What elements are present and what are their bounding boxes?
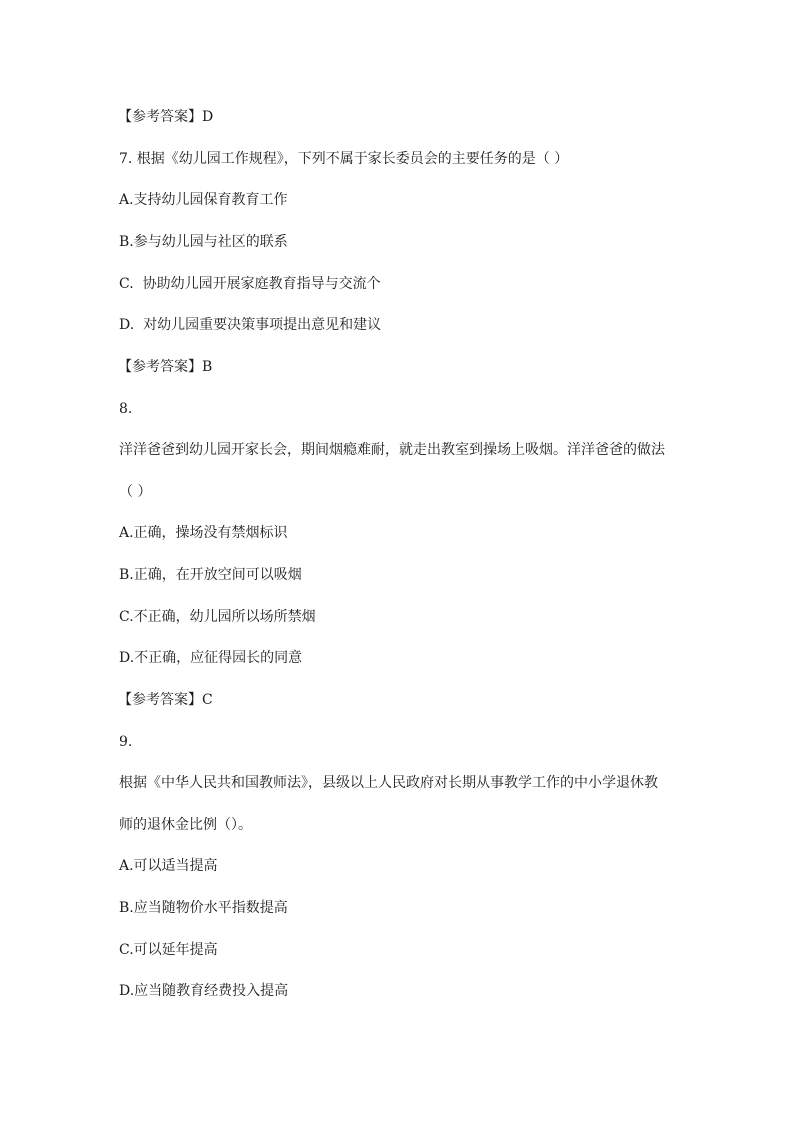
q7-option-a: A.支持幼儿园保育教育工作 — [119, 192, 288, 208]
q7-option-d: D. 对幼儿园重要决策事项提出意见和建议 — [119, 317, 382, 333]
q9-option-d: D.应当随教育经费投入提高 — [119, 983, 289, 999]
q9-option-c: C.可以延年提高 — [119, 942, 218, 958]
q9-option-a: A.可以适当提高 — [119, 858, 218, 874]
answer-line-q6: 【参考答案】D — [118, 109, 214, 125]
answer-line-q7: 【参考答案】B — [118, 359, 213, 375]
question-9-stem-line1: 根据《中华人民共和国教师法》，县级以上人民政府对长期从事教学工作的中小学退休教 — [119, 775, 658, 791]
question-7-stem: 7. 根据《幼儿园工作规程》，下列不属于家长委员会的主要任务的是（ ） — [119, 151, 569, 167]
question-9-stem-line2: 师的退休金比例（）。 — [119, 817, 252, 833]
q7-option-c: C. 协助幼儿园开展家庭教育指导与交流个 — [119, 276, 381, 292]
question-9-number: 9. — [119, 734, 133, 750]
question-8-stem-line1: 洋洋爸爸到幼儿园开家长会，期间烟瘾难耐，就走出教室到操场上吸烟。洋洋爸爸的做法 — [119, 442, 665, 458]
q7-option-b: B.参与幼儿园与社区的联系 — [119, 234, 288, 250]
question-8-stem-line2: （ ） — [119, 484, 152, 500]
q8-option-c: C.不正确，幼儿园所以场所禁烟 — [119, 609, 316, 625]
q9-option-b: B.应当随物价水平指数提高 — [119, 900, 288, 916]
q8-option-d: D.不正确，应征得园长的同意 — [119, 650, 303, 666]
answer-line-q8: 【参考答案】C — [118, 692, 213, 708]
q8-option-a: A.正确，操场没有禁烟标识 — [119, 525, 288, 541]
question-8-number: 8. — [119, 401, 133, 417]
q8-option-b: B.正确，在开放空间可以吸烟 — [119, 567, 302, 583]
